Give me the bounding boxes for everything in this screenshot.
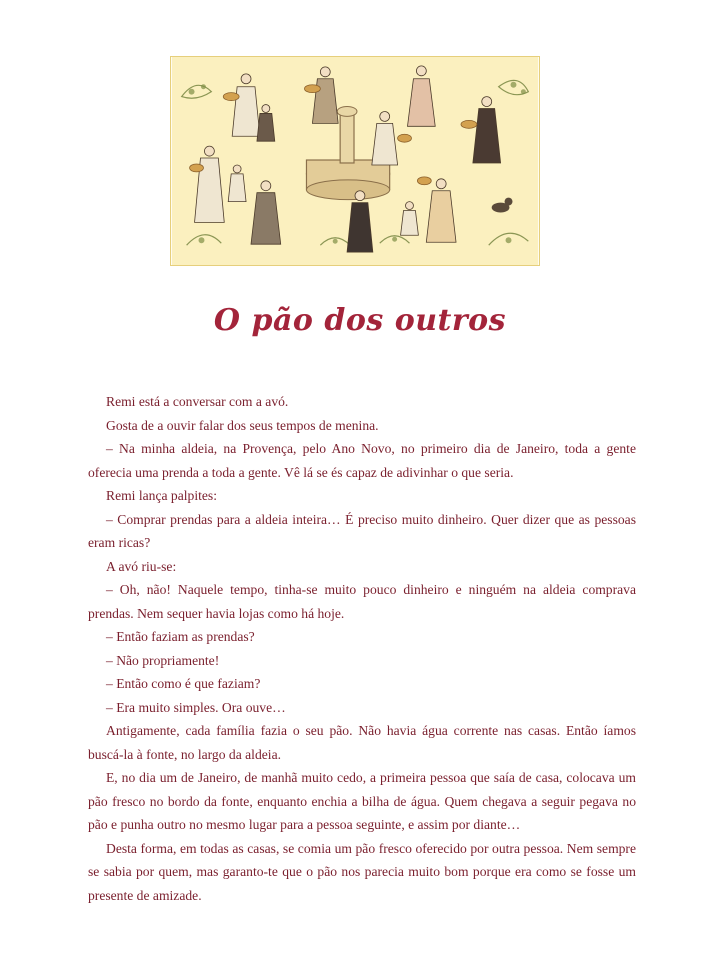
paragraph: – Oh, não! Naquele tempo, tinha-se muito pouco dinheiro e ninguém na aldeia comprava prendas. Nem sequer havia lojas como há hoje.	[88, 582, 636, 621]
story-title: O pão dos outros	[213, 303, 507, 338]
paragraph: – Na minha aldeia, na Provença, pelo Ano Novo, no primeiro dia de Janeiro, toda a gente oferecia uma prenda a toda a gente. Vê lá se és capaz de adivinhar o que seria.	[88, 441, 636, 480]
paragraph: – Comprar prendas para a aldeia inteira… É preciso muito dinheiro. Quer dizer que as pessoas eram ricas?	[88, 511, 636, 550]
paragraph: – Não propriamente!	[106, 652, 220, 668]
paragraph: Antigamente, cada família fazia o seu pão. Não havia água corrente nas casas. Então íamos buscá-la à fonte, no largo da aldeia.	[88, 723, 636, 762]
paragraph: Remi está a conversar com a avó.	[106, 394, 289, 409]
paragraph: Remi lança palpites:	[106, 488, 217, 503]
village-fountain-illustration	[170, 56, 540, 266]
paragraph: – Era muito simples. Ora ouve…	[106, 699, 286, 715]
story-body	[88, 390, 636, 907]
paragraph: Desta forma, em todas as casas, se comia um pão fresco oferecido por outra pessoa. Nem sempre se sabia por quem, mas garanto-te que o pão nos parecia muito bom porque era como se fosse um presente de amizade.	[88, 840, 636, 903]
paragraph: Gosta de a ouvir falar dos seus tempos de menina.	[106, 417, 379, 433]
paragraph: – Então faziam as prendas?	[106, 629, 255, 644]
paragraph: E, no dia um de Janeiro, de manhã muito cedo, a primeira pessoa que saía de casa, colocava um pão fresco no bordo da fonte, enquanto enchia a bilha de água. Quem chegava a seguir pegava no pão e punha outro no mesmo lugar para a pessoa seguinte, e assim por diante…	[88, 770, 636, 832]
paragraph: A avó riu-se:	[106, 558, 177, 574]
illustration-drawing	[171, 57, 539, 265]
paragraph: – Então como é que faziam?	[106, 676, 261, 691]
